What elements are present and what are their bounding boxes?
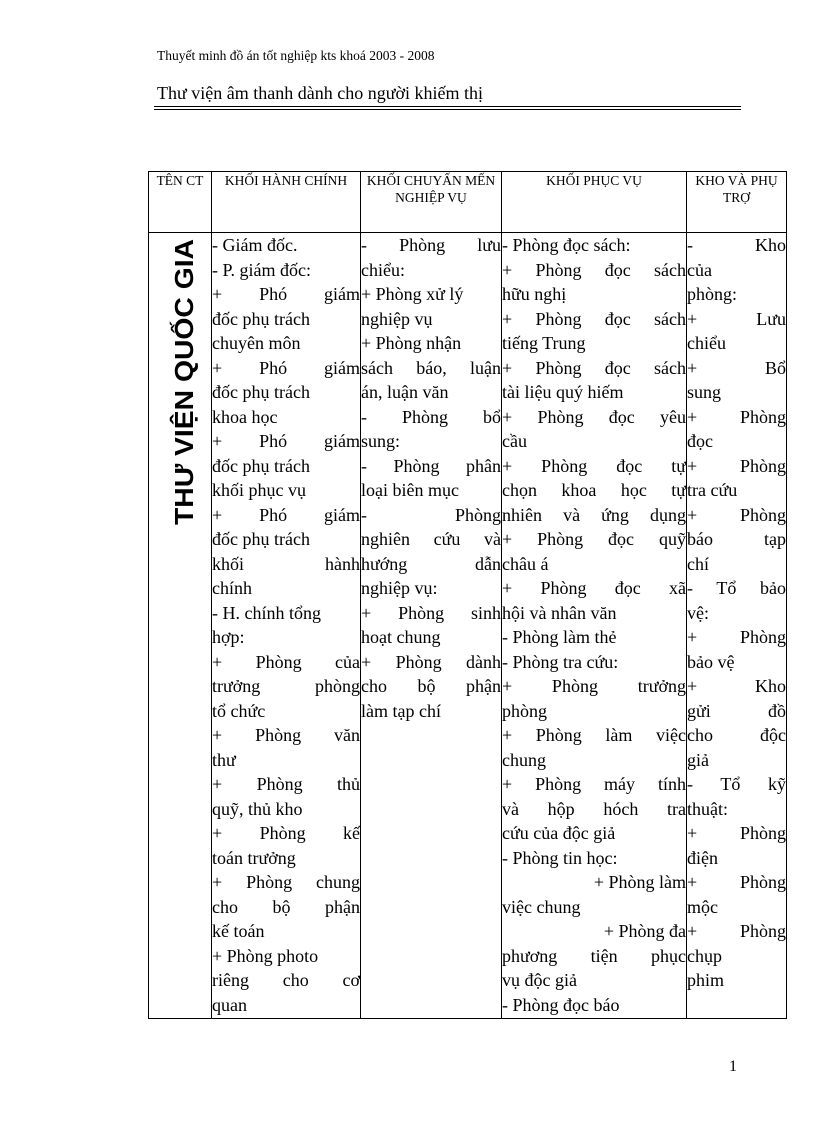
cell-line: + Phòng [687, 872, 786, 892]
cell-line: + Phòng sinh [361, 602, 501, 623]
cell-line: nghiệp vụ [361, 308, 433, 329]
cell-line: thuật: [687, 798, 728, 819]
cell-line: điện [687, 847, 718, 868]
cell-line: khoa học [212, 406, 278, 427]
cell-line: - Kho [687, 235, 786, 255]
cell-line: quan [212, 994, 247, 1015]
cell-line: + Phòng nhận [361, 333, 462, 353]
cell-line: của [687, 259, 712, 280]
cell-line: + Phòng đọc quỹ [502, 529, 686, 549]
cell-line: + Phòng đọc yêu [502, 406, 686, 427]
cell-line: cho bộ phận [361, 676, 501, 696]
cell-line: đốc phụ trách [212, 529, 310, 549]
cell-line: - Tổ kỹ [687, 774, 786, 794]
cell-line: chọn khoa học tự [502, 480, 686, 500]
cell-line: và hộp hóch tra [502, 798, 686, 819]
cell-line: + Phòng của [212, 651, 360, 672]
cell-line: + Phòng đọc sách [502, 357, 686, 378]
cell-line: + Phòng làm việc [502, 725, 686, 745]
table-header-row [149, 172, 787, 233]
cell-line: - H. chính tổng [212, 602, 321, 623]
cell-line: chính [212, 578, 252, 598]
cell-line: - Phòng lưu [361, 235, 501, 255]
cell-line: hợp: [212, 627, 245, 647]
cell-line: - Phòng bổ [361, 406, 501, 427]
cell-line: trưởng phòng [212, 676, 360, 696]
cell-line: nghiên cứu và [361, 529, 501, 549]
administration-cell [212, 233, 361, 1019]
cell-line: + Phòng [687, 406, 786, 427]
table-row [149, 233, 787, 1019]
cell-line: đốc phụ trách [212, 382, 310, 402]
header-administration: KHỐI HÀNH CHÍNH [212, 172, 361, 233]
cell-line: + Phòng [687, 627, 786, 647]
cell-line: chung [502, 749, 546, 770]
cell-line: - P. giám đốc: [212, 259, 311, 280]
cell-line: chiểu: [361, 259, 405, 280]
cell-line: - Phòng đọc sách: [502, 235, 631, 255]
document-subtitle: Thuyết minh đồ án tốt nghiệp kts khoá 2003 - 2008 [157, 48, 435, 63]
cell-line: sách báo, luận [361, 357, 501, 378]
cell-line: + Phòng [687, 921, 786, 941]
cell-line: + Phòng máy tính [502, 774, 686, 794]
cell-line: sung [687, 382, 722, 402]
cell-line: phòng: [687, 284, 738, 304]
cell-line: + Lưu [687, 308, 786, 329]
building-name-vertical [157, 237, 205, 537]
cell-line: án, luận văn [361, 382, 449, 402]
cell-line: + Phòng [687, 823, 786, 843]
cell-line: + Phòng làm [593, 872, 686, 892]
cell-line: nhiên và ứng dụng [502, 504, 686, 525]
header-service: KHỐI PHỤC VỤ [502, 172, 687, 233]
cell-line: cho độc [687, 725, 786, 745]
cell-line: - Giám đốc. [212, 235, 298, 255]
cell-line: hội và nhân văn [502, 602, 617, 623]
cell-line: châu á [502, 553, 549, 574]
header-building-name: TÊN CT [149, 172, 212, 233]
cell-line: cứu của độc giả [502, 823, 616, 843]
cell-line: + Phó giám [212, 284, 360, 304]
cell-line: làm tạp chí [361, 700, 441, 721]
cell-line: - Phòng tra cứu: [502, 651, 619, 672]
cell-line: nghiệp vụ: [361, 578, 438, 598]
cell-line: - Phòng [361, 504, 501, 525]
cell-line: phòng [502, 700, 547, 721]
cell-line: việc chung [502, 896, 581, 917]
cell-line: - Phòng phân [361, 455, 501, 476]
cell-line: + Phòng photo [212, 945, 319, 966]
cell-line: tra cứu [687, 480, 738, 500]
cell-line: + Phòng dành [361, 651, 501, 672]
header-professional: KHỐI CHUYẤN MẾN NGHIỆP VỤ [361, 172, 502, 233]
cell-line: chí [687, 553, 709, 574]
cell-line: riêng cho cơ [212, 970, 360, 990]
cell-line: chuyên môn [212, 333, 301, 353]
cell-line: kế toán [212, 921, 265, 941]
header-storage-support: KHO VÀ PHỤ TRỢ [687, 172, 787, 233]
cell-line: phim [687, 970, 725, 990]
building-name-cell [149, 233, 212, 1019]
cell-line: hữu nghị [502, 284, 567, 304]
cell-line: - Tổ bảo [687, 578, 786, 598]
cell-line: vệ: [687, 602, 709, 623]
cell-line: chụp [687, 945, 722, 966]
cell-line: + Phó giám [212, 504, 360, 525]
cell-line: + Phòng đọc sách [502, 259, 686, 280]
cell-line: tổ chức [212, 700, 266, 721]
facility-table [148, 171, 787, 1019]
cell-line: + Bổ [687, 357, 786, 378]
cell-line: + Phòng đọc tự [502, 455, 686, 476]
cell-line: sung: [361, 431, 401, 451]
cell-line: tài liệu quý hiếm [502, 382, 624, 402]
storage-support-cell [687, 233, 787, 1019]
cell-line: + Phòng đọc sách [502, 308, 686, 329]
cell-line: hoạt chung [361, 627, 441, 647]
cell-line: cho bộ phận [212, 896, 360, 917]
header-rule-top [154, 106, 741, 107]
cell-line: + Phòng kế [212, 823, 360, 843]
cell-line: mộc [687, 896, 718, 917]
cell-line: chiểu [687, 333, 726, 353]
cell-line: báo tạp [687, 529, 786, 549]
cell-line: + Phòng đa [603, 921, 686, 941]
cell-line: đốc phụ trách [212, 308, 310, 329]
cell-line: phương tiện phục [502, 945, 686, 966]
document-title: Thư viện âm thanh dành cho người khiếm thị [157, 83, 483, 103]
building-name-text: THƯ VIỆN QUỐC GIA [169, 262, 199, 525]
cell-line: loại biên mục [361, 480, 459, 500]
cell-line: - Phòng tin học: [502, 847, 618, 868]
cell-line: + Phó giám [212, 431, 360, 451]
cell-line: + Phòng chung [212, 872, 360, 892]
cell-line: cầu [502, 431, 527, 451]
cell-line: + Phòng văn [212, 725, 360, 745]
service-cell [502, 233, 687, 1019]
cell-line: đốc phụ trách [212, 455, 310, 476]
cell-line: + Phòng [687, 455, 786, 476]
cell-line: + Phòng [687, 504, 786, 525]
cell-line: thư [212, 749, 236, 770]
professional-cell [361, 233, 502, 1019]
cell-line: khối phục vụ [212, 480, 306, 500]
cell-line: - Phòng làm thẻ [502, 627, 617, 647]
cell-line: vụ độc giả [502, 970, 577, 990]
cell-line: tiếng Trung [502, 333, 586, 353]
cell-line: + Kho [687, 676, 786, 696]
cell-line: hướng dẫn [361, 553, 501, 574]
cell-line: + Phó giám [212, 357, 360, 378]
cell-line: toán trưởng [212, 847, 296, 868]
cell-line: + Phòng thủ [212, 774, 360, 794]
cell-line: - Phòng đọc báo [502, 994, 620, 1015]
header-rule-bottom [154, 109, 741, 110]
cell-line: + Phòng xử lý [361, 284, 464, 304]
cell-line: quỹ, thủ kho [212, 798, 303, 819]
cell-line: gửi đồ [687, 700, 786, 721]
cell-line: đọc [687, 431, 713, 451]
cell-line: khối hành [212, 553, 360, 574]
cell-line: giả [687, 749, 709, 770]
cell-line: + Phòng trưởng [502, 676, 686, 696]
cell-line: + Phòng đọc xã [502, 578, 686, 598]
page-number: 1 [729, 1058, 737, 1075]
cell-line: bảo vệ [687, 651, 735, 672]
